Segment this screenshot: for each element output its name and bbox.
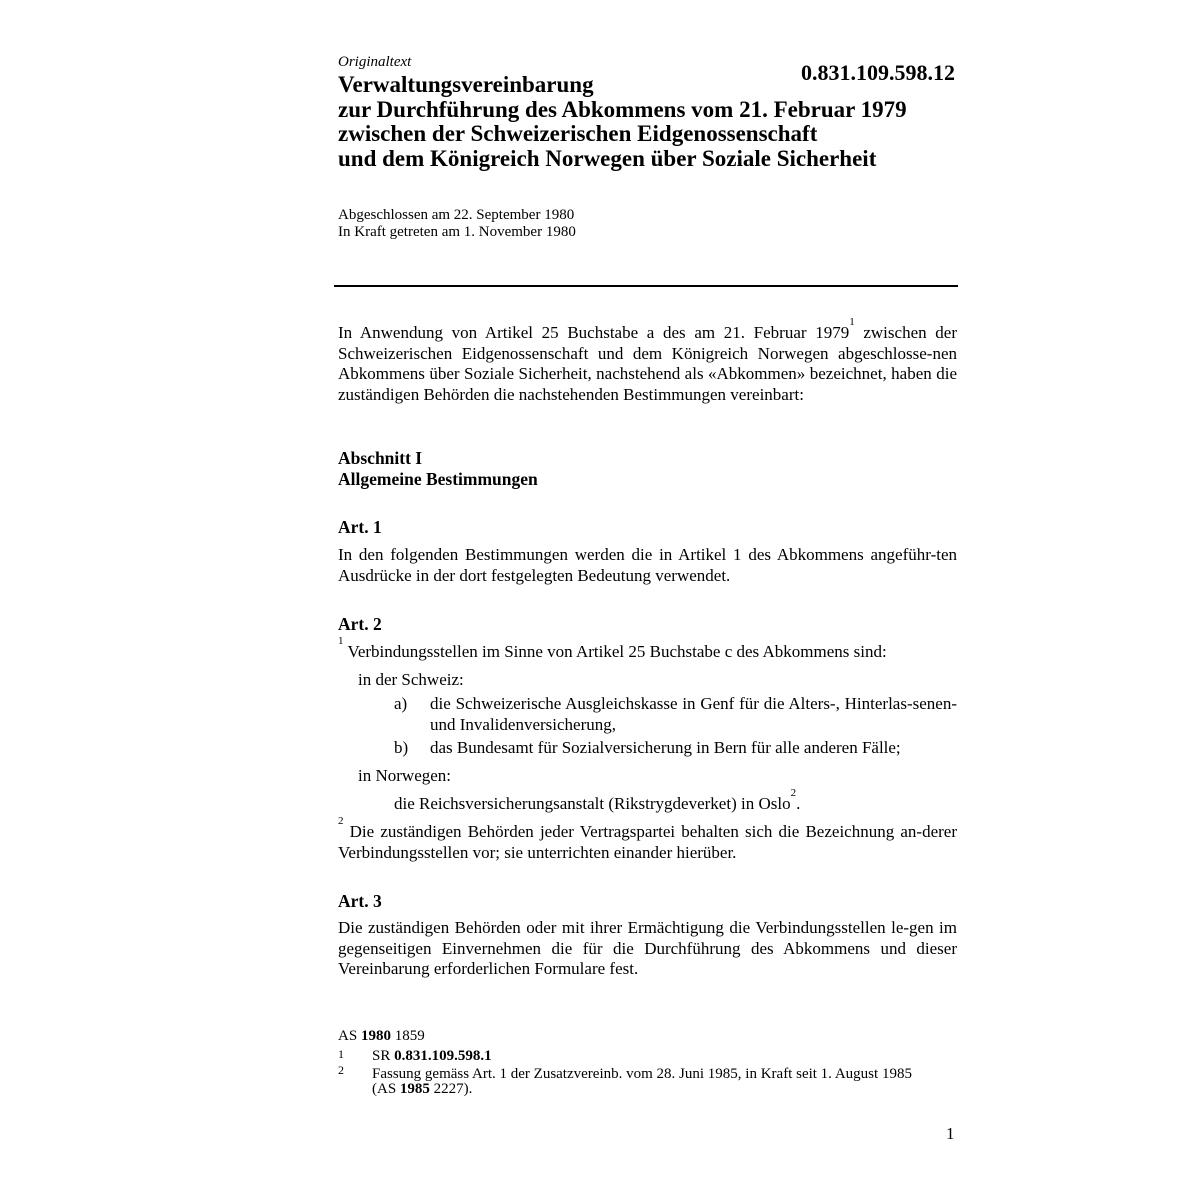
title-line-2: zur Durchführung des Abkommens vom 21. Februar 1979: [338, 96, 907, 122]
page-number: 1: [946, 1124, 955, 1143]
norway-institution-end: .: [796, 794, 801, 813]
section-label: Abschnitt I: [338, 448, 423, 468]
footnote-1-prefix: SR: [372, 1048, 395, 1064]
art-2-paragraph-2: [338, 815, 957, 863]
footnote-2-year: 1985: [399, 1081, 430, 1097]
title-line-1: Verwaltungsvereinbarung: [338, 72, 594, 97]
item-b-text: das Bundesamt für Sozialversicherung in Bern für alle anderen Fälle;: [430, 738, 901, 757]
in-force-date: In Kraft getreten am 1. November 1980: [338, 224, 576, 240]
title-line-3: zwischen der Schweizerischen Eidgenossenschaft: [338, 121, 818, 146]
as-prefix: AS: [338, 1028, 361, 1044]
art-3-text: Die zuständigen Behörden oder mit ihrer Ermächtigung die Verbindungsstellen le-gen im gegenseitigen Einvernehmen die für die Durchführung des Abkommens und dieser Vereinbarung erforderlichen Formulare fest.: [338, 918, 957, 978]
footnote-2-text: Fassung gemäss Art. 1 der Zusatzvereinb. vom 28. Juni 1985, in Kraft seit 1. August 1985 (AS: [372, 1066, 912, 1097]
document-title: [338, 73, 907, 171]
art-3-heading: Art. 3: [338, 891, 382, 911]
as-reference: [338, 1029, 425, 1044]
footnote-2-end: 2227).: [429, 1081, 473, 1097]
art-2-paragraph-1: [338, 635, 957, 663]
section-title: Allgemeine Bestimmungen: [338, 469, 538, 489]
footnote-2-number: 2: [338, 1063, 344, 1077]
sr-number: 0.831.109.598.12: [801, 60, 955, 85]
footnote-1-number: 1: [338, 1047, 344, 1061]
header-divider: [334, 285, 958, 287]
as-year: 1980: [360, 1028, 391, 1044]
preamble-text-start: In Anwendung von Artikel 25 Buchstabe a des am 21. Februar 1979: [338, 323, 850, 342]
footnote-2: [372, 1067, 932, 1097]
art-1-heading: Art. 1: [338, 517, 382, 537]
norway-institution: [394, 787, 801, 815]
switzerland-label: in der Schweiz:: [358, 670, 464, 689]
item-a-text: die Schweizerische Ausgleichskasse in Genf für die Alters-, Hinterlas-senen- und Invalidenversicherung,: [430, 694, 957, 734]
original-text-label: Originaltext: [338, 54, 412, 70]
art-1-text: In den folgenden Bestimmungen werden die in Artikel 1 des Abkommens angeführ-ten Ausdrücke in der dort festgelegten Bedeutung verwendet.: [338, 545, 957, 585]
paragraph-number-1: 1: [338, 635, 344, 647]
title-line-4: und dem Königreich Norwegen über Soziale Sicherheit: [338, 145, 877, 171]
norway-institution-text: die Reichsversicherungsanstalt (Rikstrygdeverket) in Oslo: [394, 794, 791, 813]
norway-label: in Norwegen:: [358, 766, 452, 785]
paragraph-number-2: 2: [338, 815, 344, 827]
preamble: [338, 316, 957, 405]
preamble-text-end: zwischen der Schweizerischen Eidgenossenschaft und dem Königreich Norwegen abgeschlosse-nen Abkommens über Soziale Sicherheit, nachstehend als «Abkommen» bezeichnet, haben die zuständigen Behörden die nachstehenden Bestimmungen vereinbart:: [338, 323, 957, 404]
footnote-ref-2[interactable]: 2: [790, 787, 797, 799]
footnote-1: [372, 1049, 492, 1064]
concluded-date: Abgeschlossen am 22. September 1980: [338, 207, 575, 223]
art-2-paragraph-2-text: Die zuständigen Behörden jeder Vertragspartei behalten sich die Bezeichnung an-derer Verbindungsstellen vor; sie unterrichten einander hierüber.: [338, 822, 957, 862]
footnote-1-ref: 0.831.109.598.1: [394, 1048, 492, 1064]
art-2-paragraph-1-text: Verbindungsstellen im Sinne von Artikel 25 Buchstabe c des Abkommens sind:: [343, 642, 887, 661]
dates-block: [338, 207, 576, 241]
footnote-ref-1[interactable]: 1: [849, 316, 855, 328]
as-page: 1859: [390, 1028, 425, 1044]
art-2-heading: Art. 2: [338, 614, 382, 634]
